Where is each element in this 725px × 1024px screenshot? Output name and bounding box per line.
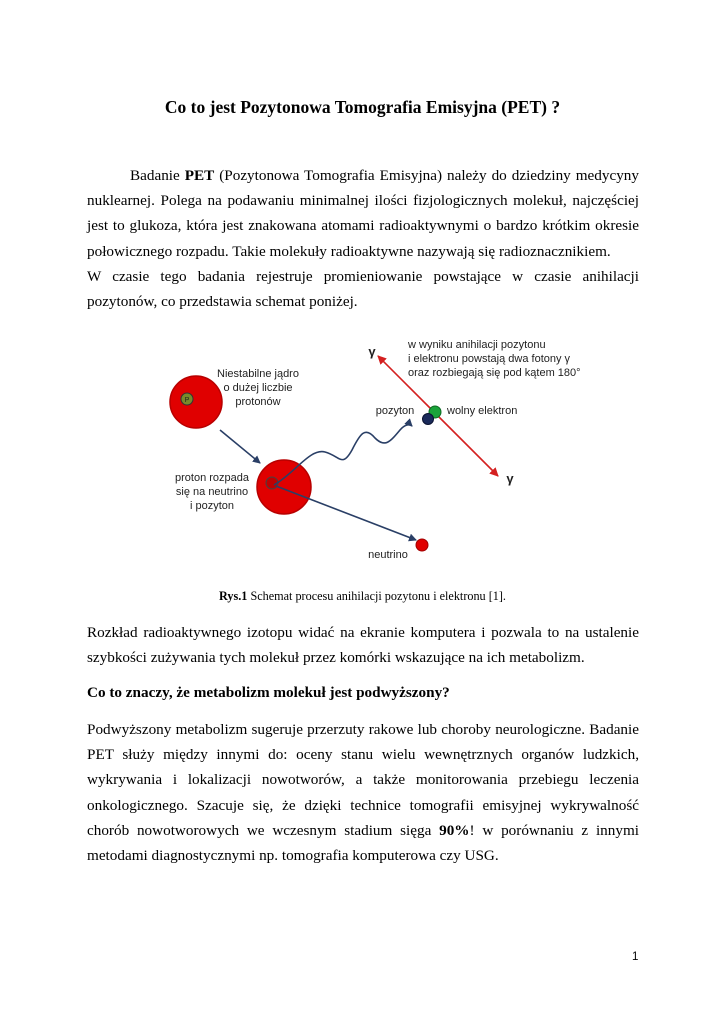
decay-label-line-2: się na neutrino — [175, 486, 249, 498]
decay-label-line-3: i pozyton — [189, 500, 235, 512]
caption-label: Rys.1 — [219, 589, 248, 603]
nucleus-label-line-3: protonów — [235, 396, 281, 408]
electron-label: wolny elektron — [447, 405, 518, 417]
gamma-top-symbol: γ — [368, 344, 376, 359]
decaying-proton — [257, 460, 311, 514]
nucleus-label-line-1: Niestabilne jądro — [217, 368, 299, 380]
gamma-bottom-symbol: γ — [506, 471, 514, 486]
nucleus-to-decay-arrow — [220, 430, 260, 463]
paragraph-metabolism — [87, 717, 639, 868]
figure-caption — [0, 589, 725, 604]
annotation-line-3: oraz rozbiegają się pod kątem 180° — [408, 367, 581, 379]
neutrino-particle — [416, 539, 428, 551]
document-title: Co to jest Pozytonowa Tomografia Emisyjna (PET) ? — [164, 97, 561, 117]
metabolism-text-before: Podwyższony metabolizm sugeruje przerzuty rakowe lub choroby neurologiczne. Badanie PET służy między innymi do: oceny stanu wielu wewnętrznych organów ludzkich, wykrywania i lokalizacji nowotworów, a także monitorowania przebiegu leczenia onkologicznego. Szacuje się, że dzięki technice tomografii emisyjnej wykrywalność chorób nowotworowych we wczesnym stadium sięga — [87, 721, 639, 839]
decay-label-line-1: proton rozpada — [175, 472, 249, 484]
paragraph-intro — [87, 163, 639, 264]
nucleus-label-line-2: o dużej liczbie — [223, 382, 293, 394]
neutrino-label: neutrino — [368, 549, 408, 561]
positron-label: pozyton — [375, 405, 415, 417]
metabolism-bold-percent: 90% — [439, 821, 470, 839]
annihilation-diagram — [160, 330, 600, 575]
caption-text: Schemat procesu anihilacji pozytonu i elektronu [1]. — [247, 589, 506, 603]
gamma-ray-down — [434, 412, 498, 476]
metabolism-text-after: ! w porównaniu z innymi metodami diagnostycznymi np. tomografia komputerowa czy USG. — [87, 821, 639, 865]
page-number: 1 — [632, 951, 639, 963]
unstable-nucleus — [170, 376, 222, 428]
annotation-line-1: w wyniku anihilacji pozytonu — [408, 339, 546, 351]
positron-particle — [423, 414, 434, 425]
paragraph-radiation: W czasie tego badania rejestruje promieniowanie powstające w czasie anihilacji pozytonów, co przedstawia schemat poniżej. — [87, 268, 639, 311]
intro-bold-pet: PET — [184, 167, 215, 184]
annotation-line-2: i elektronu powstają dwa fotony γ — [408, 353, 571, 365]
intro-rest: (Pozytonowa Tomografia Emisyjna) należy do dziedziny medycyny nuklearnej. Polega na podawaniu minimalnej ilości fizjologicznych molekuł, najczęściej jest to glukoza, która jest znakowana atomami radioaktywnymi o bardzo krótkim okresie połowicznego rozpadu. Takie molekuły radioaktywne nazywają się radioznacznikiem. — [87, 167, 639, 260]
intro-lead: Badanie — [130, 167, 185, 184]
section-question: Co to znaczy, że metabolizm molekuł jest podwyższony? — [87, 684, 450, 701]
paragraph-distribution: Rozkład radioaktywnego izotopu widać na ekranie komputera i pozwala to na ustalenie szybkości zużywania tych molekuł przez komórki wskazujące na ich metabolizm. — [87, 624, 639, 667]
neutrino-path-arrow — [276, 486, 416, 540]
proton-symbol: P — [184, 397, 190, 404]
